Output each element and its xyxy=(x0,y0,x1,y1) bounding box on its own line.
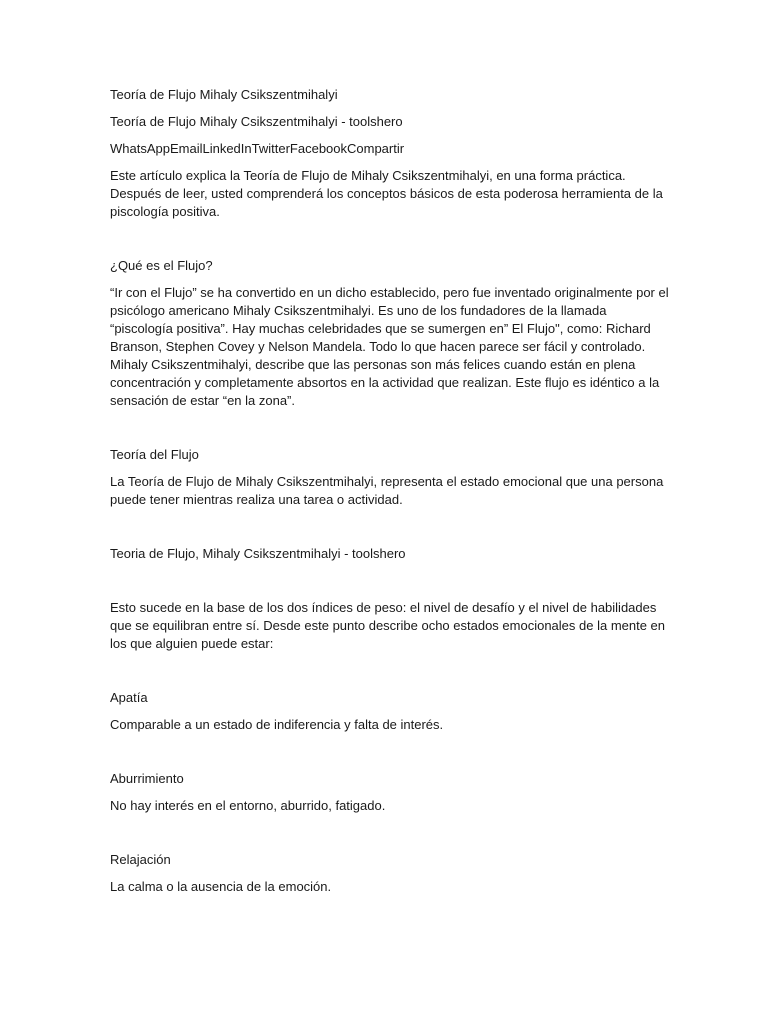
document-page xyxy=(110,86,670,896)
paragraph-what-is-flow: “Ir con el Flujo” se ha convertido en un dicho establecido, pero fue inventado originalmente por el psicólogo americano Mihaly Csikszentmihalyi. Es uno de los fundadores de la llamada “piscología positiva”. Hay muchas celebridades que se sumergen en” El Flujo", como: Richard Branson, Stephen Covey y Nelson Mandela. Todo lo que hacen parece ser fácil y controlado. Mihaly Csikszentmihalyi, describe que las personas son más felices cuando están en plena concentración y completamente absortos en la actividad que realizan. Este flujo es idéntico a la sensación de estar “en la zona”. xyxy=(110,285,669,408)
state-apathy-heading: Apatía xyxy=(110,690,148,705)
share-links[interactable]: WhatsAppEmailLinkedInTwitterFacebookCompartir xyxy=(110,141,405,156)
source-line: Teoría de Flujo Mihaly Csikszentmihalyi - toolshero xyxy=(110,114,403,129)
paragraph-base: Esto sucede en la base de los dos índices de peso: el nivel de desafío y el nivel de habilidades que se equilibran entre sí. Desde este punto describe ocho estados emocionales de la mente en los que alguien puede estar: xyxy=(110,600,666,651)
state-relaxation-heading: Relajación xyxy=(110,852,171,867)
state-relaxation-description: La calma o la ausencia de la emoción. xyxy=(110,879,332,894)
heading-flow-theory: Teoría del Flujo xyxy=(110,447,199,462)
state-boredom-description: No hay interés en el entorno, aburrido, fatigado. xyxy=(110,798,386,813)
heading-what-is-flow: ¿Qué es el Flujo? xyxy=(110,258,213,273)
document-title: Teoría de Flujo Mihaly Csikszentmihalyi xyxy=(110,87,338,102)
intro-paragraph: Este artículo explica la Teoría de Flujo de Mihaly Csikszentmihalyi, en una forma práctica. Después de leer, usted comprenderá los conceptos básicos de esta poderosa herramienta de la piscología positiva. xyxy=(110,168,663,219)
state-boredom-heading: Aburrimiento xyxy=(110,771,184,786)
figure-caption: Teoria de Flujo, Mihaly Csikszentmihalyi - toolshero xyxy=(110,546,406,561)
paragraph-flow-theory: La Teoría de Flujo de Mihaly Csikszentmihalyi, representa el estado emocional que una persona puede tener mientras realiza una tarea o actividad. xyxy=(110,474,664,507)
state-apathy-description: Comparable a un estado de indiferencia y falta de interés. xyxy=(110,717,444,732)
